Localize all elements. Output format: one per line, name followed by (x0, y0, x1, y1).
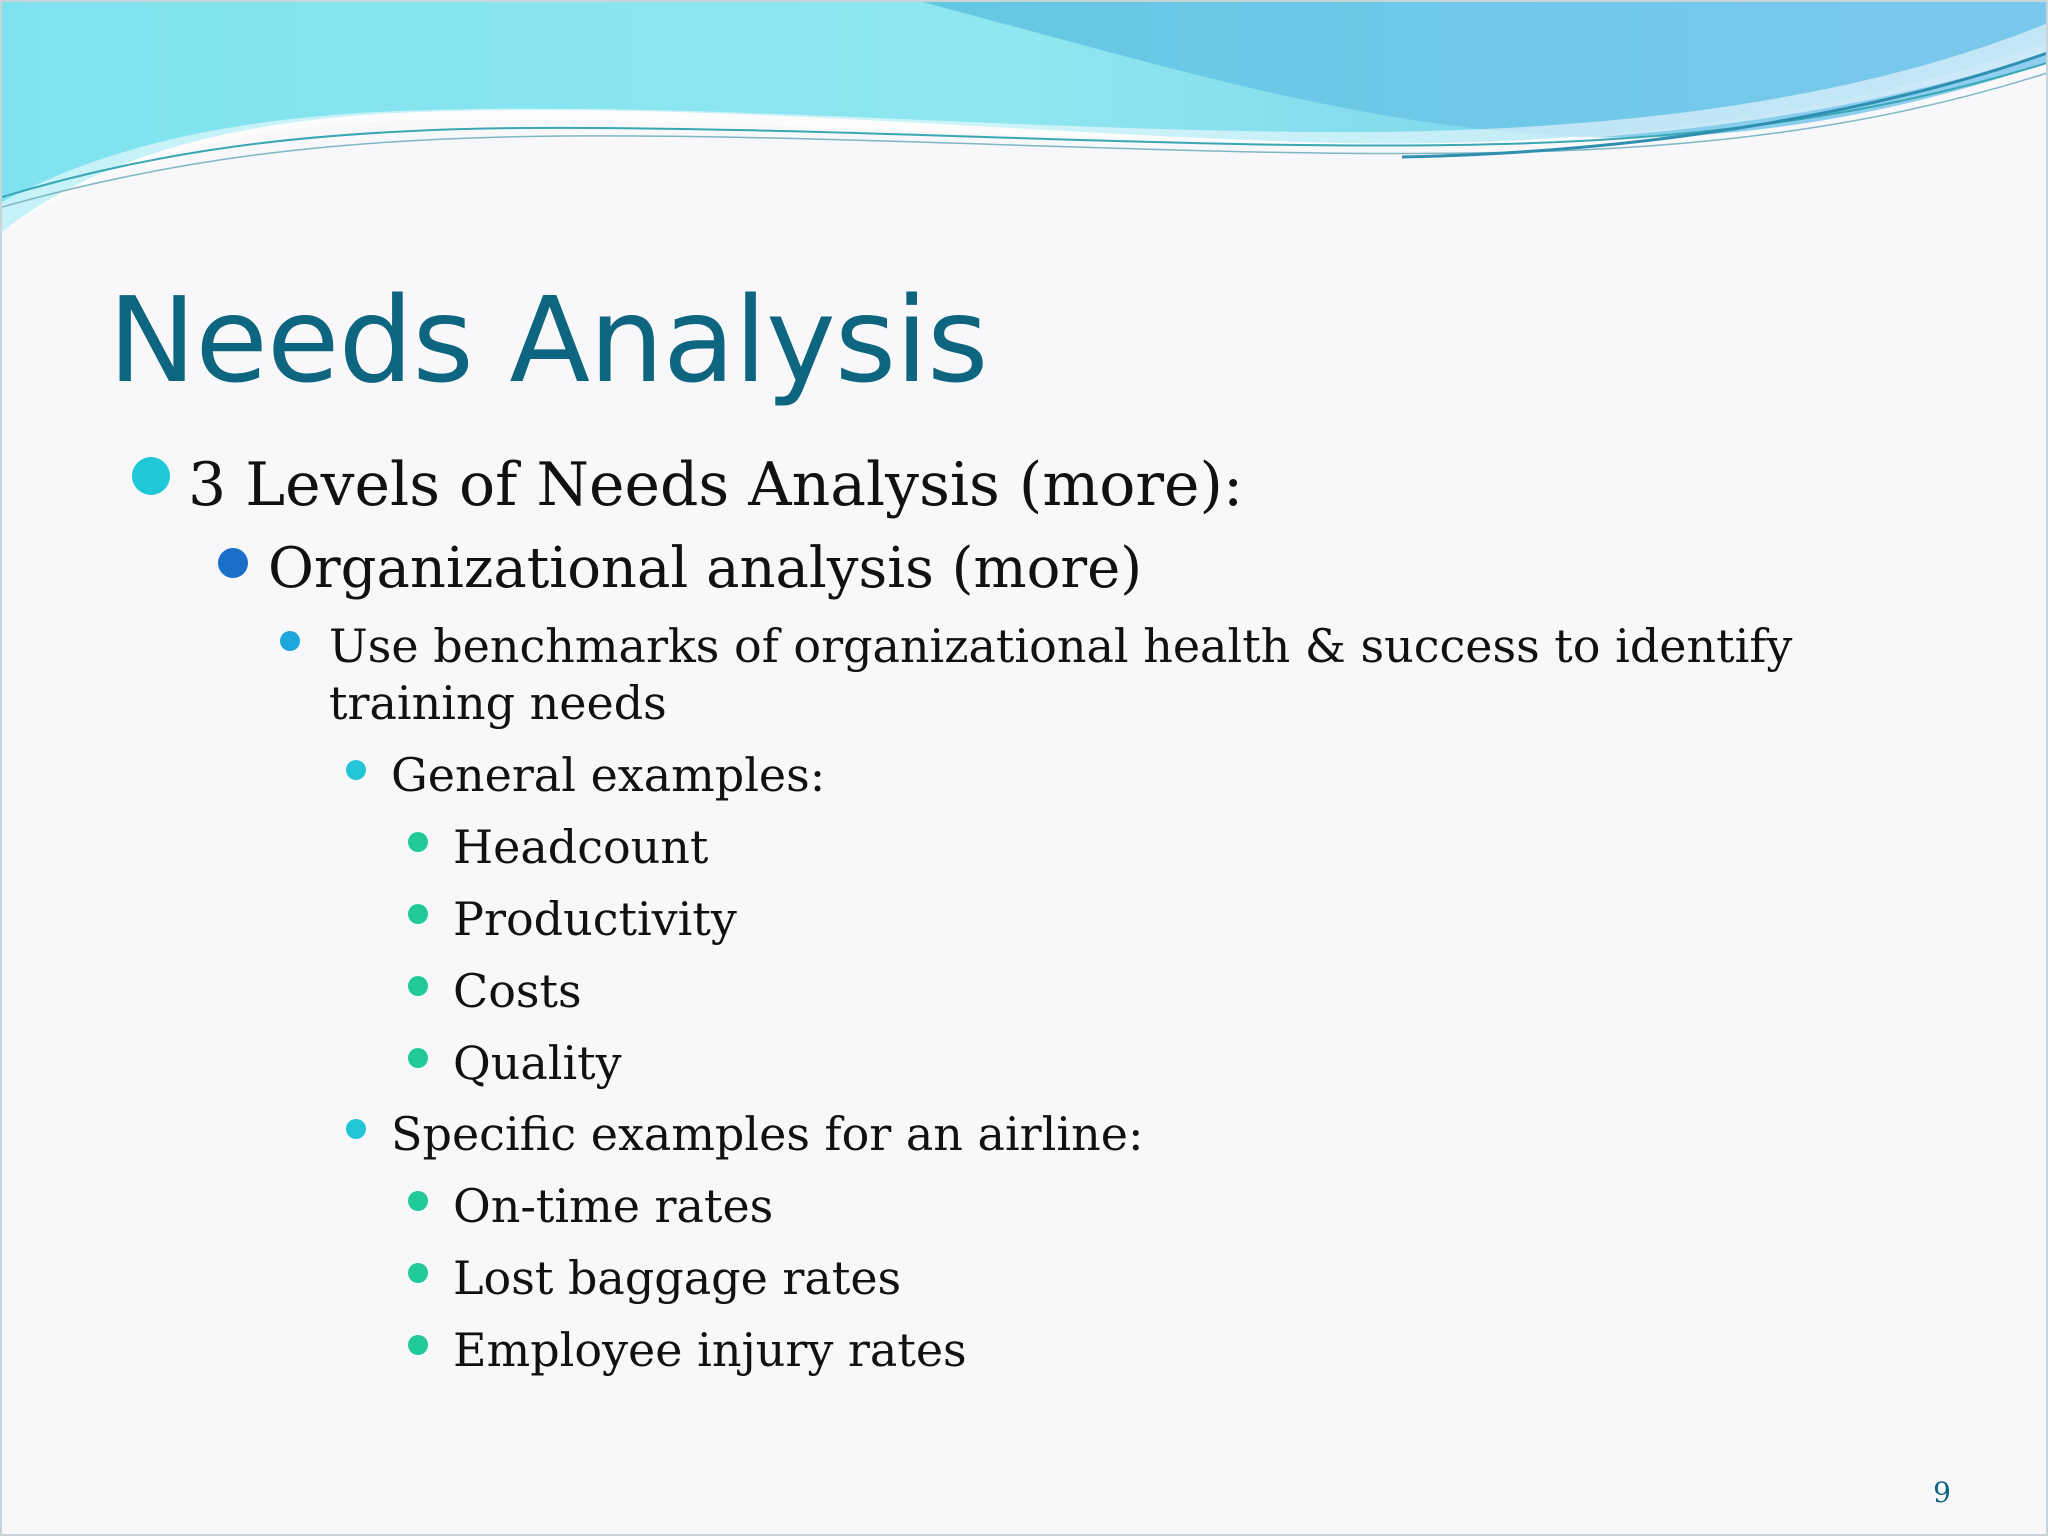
bullet-lost-baggage-rates: Lost baggage rates (453, 1251, 902, 1305)
bullet-dot-level5 (408, 1191, 428, 1211)
bullet-levels-of-needs-analysis: 3 Levels of Needs Analysis (more): (188, 450, 1244, 520)
bullet-dot-level5 (408, 1335, 428, 1355)
bullet-organizational-analysis: Organizational analysis (more) (268, 536, 1143, 601)
bullet-dot-level3 (280, 631, 300, 651)
bullet-specific-examples-airline: Specific examples for an airline: (391, 1107, 1144, 1161)
bullet-dot-level2 (218, 548, 248, 578)
slide-title: Needs Analysis (108, 271, 988, 409)
bullet-productivity: Productivity (453, 892, 737, 946)
bullet-use-benchmarks-line2: training needs (329, 676, 667, 730)
bullet-general-examples: General examples: (391, 748, 826, 802)
bullet-on-time-rates: On-time rates (453, 1179, 774, 1233)
bullet-costs: Costs (453, 964, 582, 1018)
bullet-dot-level1 (132, 457, 170, 495)
bullet-employee-injury-rates: Employee injury rates (453, 1323, 967, 1377)
bullet-list (2, 2, 2048, 1536)
bullet-dot-level4 (346, 760, 366, 780)
bullet-dot-level5 (408, 976, 428, 996)
bullet-dot-level5 (408, 832, 428, 852)
bullet-headcount: Headcount (453, 820, 709, 874)
bullet-dot-level5 (408, 904, 428, 924)
bullet-quality: Quality (453, 1036, 622, 1090)
slide-page-number: 9 (1933, 1476, 1951, 1509)
bullet-dot-level4 (346, 1119, 366, 1139)
bullet-dot-level5 (408, 1048, 428, 1068)
bullet-dot-level5 (408, 1263, 428, 1283)
bullet-use-benchmarks-line1: Use benchmarks of organizational health & success to identify (329, 619, 1793, 673)
